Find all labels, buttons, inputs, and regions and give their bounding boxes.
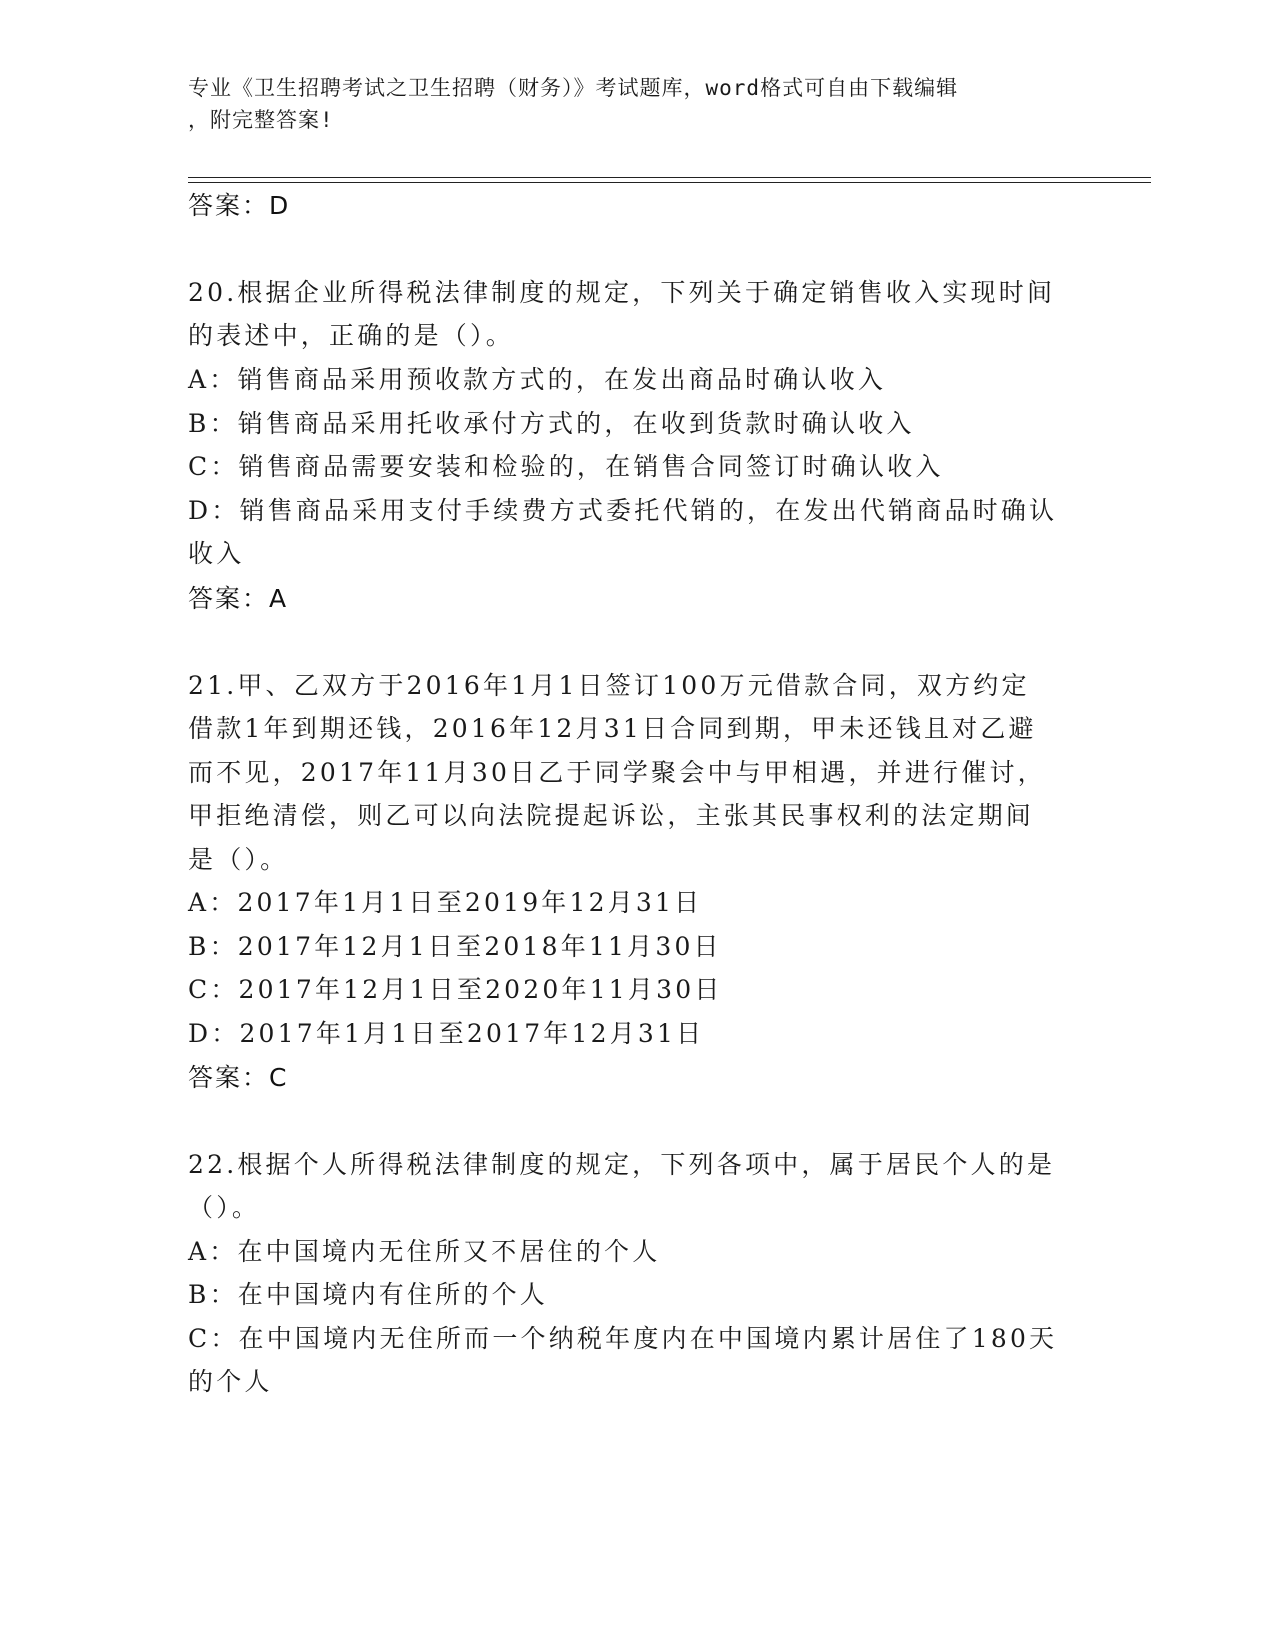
answer-19: 答案：D — [188, 191, 291, 220]
q20-option-d-line-2: 收入 — [188, 539, 245, 568]
answer-21: 答案：C — [188, 1063, 289, 1092]
q20-option-b: B：销售商品采用托收承付方式的，在收到货款时确认收入 — [188, 409, 915, 438]
header-line-1: 专业《卫生招聘考试之卫生招聘（财务）》考试题库，word格式可自由下载编辑 — [188, 76, 959, 100]
q22-option-a: A：在中国境内无住所又不居住的个人 — [188, 1237, 661, 1266]
q21-option-d: D：2017年1月1日至2017年12月31日 — [188, 1019, 705, 1048]
q20-option-c: C：销售商品需要安装和检验的，在销售合同签订时确认收入 — [188, 452, 944, 481]
q20-stem-line-1: 20.根据企业所得税法律制度的规定，下列关于确定销售收入实现时间 — [188, 278, 1056, 307]
q20-option-a: A：销售商品采用预收款方式的，在发出商品时确认收入 — [188, 365, 887, 394]
header-divider-bottom — [188, 182, 1151, 183]
header-divider-top — [188, 177, 1151, 178]
answer-20: 答案：A — [188, 584, 289, 613]
page-header — [188, 72, 1078, 136]
q21-option-b: B：2017年12月1日至2018年11月30日 — [188, 932, 722, 961]
q21-option-a: A：2017年1月1日至2019年12月31日 — [188, 888, 703, 917]
q20-stem-line-2: 的表述中，正确的是（）。 — [188, 321, 514, 350]
q21-stem-line-4: 甲拒绝清偿，则乙可以向法院提起诉讼，主张其民事权利的法定期间 — [188, 801, 1035, 830]
q20-option-d-line-1: D：销售商品采用支付手续费方式委托代销的，在发出代销商品时确认 — [188, 496, 1058, 525]
q21-stem-line-3: 而不见，2017年11月30日乙于同学聚会中与甲相遇，并进行催讨， — [188, 758, 1046, 787]
q22-option-b: B：在中国境内有住所的个人 — [188, 1280, 548, 1309]
q22-stem-line-1: 22.根据个人所得税法律制度的规定，下列各项中，属于居民个人的是 — [188, 1150, 1056, 1179]
q22-stem-line-2: （）。 — [188, 1193, 261, 1222]
q22-option-c-line-1: C：在中国境内无住所而一个纳税年度内在中国境内累计居住了180天 — [188, 1324, 1058, 1353]
q21-stem-line-1: 21.甲、乙双方于2016年1月1日签订100万元借款合同，双方约定 — [188, 671, 1030, 700]
q21-option-c: C：2017年12月1日至2020年11月30日 — [188, 975, 723, 1004]
header-line-2: ，附完整答案! — [188, 108, 334, 132]
q21-stem-line-5: 是（）。 — [188, 845, 289, 874]
q21-stem-line-2: 借款1年到期还钱，2016年12月31日合同到期，甲未还钱且对乙避 — [188, 714, 1037, 743]
q22-option-c-line-2: 的个人 — [188, 1367, 273, 1396]
